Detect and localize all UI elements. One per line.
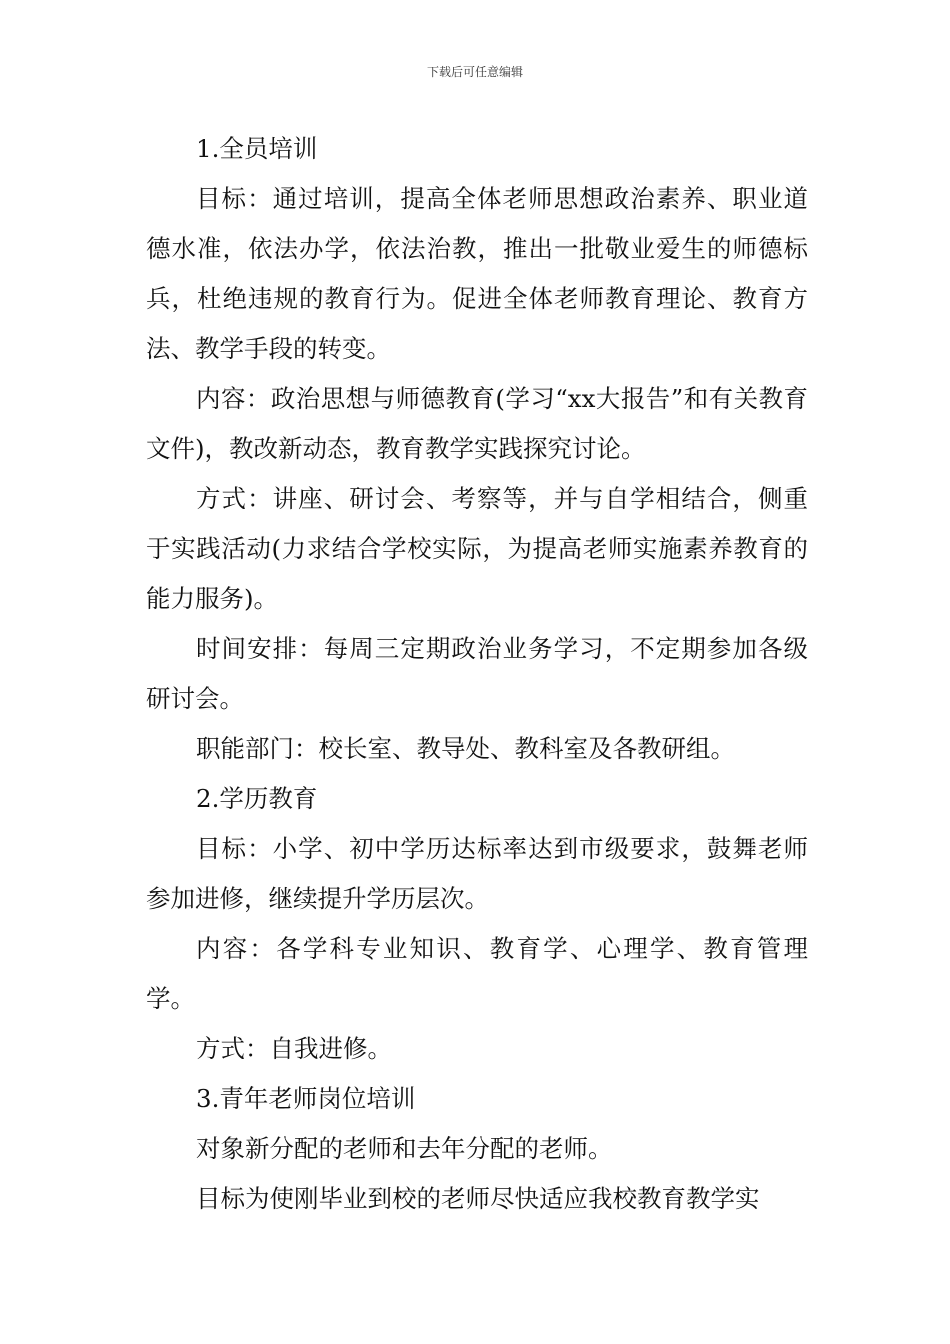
paragraph-schedule-1: 时间安排：每周三定期政治业务学习，不定期参加各级研讨会。 bbox=[146, 634, 808, 713]
paragraph-method-2: 方式：自我进修。 bbox=[196, 1034, 392, 1063]
paragraph-goal-3: 目标为使刚毕业到校的老师尽快适应我校教育教学实 bbox=[196, 1184, 760, 1213]
section-heading-2: 2.学历教育 bbox=[196, 784, 318, 813]
page-header: 下载后可任意编辑 bbox=[426, 65, 523, 79]
paragraph-content-1: 内容：政治思想与师德教育(学习“xx大报告”和有关教育文件)，教改新动态，教育教学实践探究讨论。 bbox=[146, 384, 808, 463]
paragraph-department-1: 职能部门：校长室、教导处、教科室及各教研组。 bbox=[196, 734, 735, 763]
paragraph-target-3: 对象新分配的老师和去年分配的老师。 bbox=[196, 1134, 613, 1163]
section-heading-3: 3.青年老师岗位培训 bbox=[196, 1084, 416, 1113]
document-body bbox=[146, 124, 808, 1224]
paragraph-goal-2: 目标：小学、初中学历达标率达到市级要求，鼓舞老师参加进修，继续提升学历层次。 bbox=[146, 834, 808, 913]
paragraph-method-1: 方式：讲座、研讨会、考察等，并与自学相结合，侧重于实践活动(力求结合学校实际，为提高老师实施素养教育的能力服务)。 bbox=[146, 484, 808, 613]
section-heading-1: 1.全员培训 bbox=[196, 134, 318, 163]
paragraph-goal-1: 目标：通过培训，提高全体老师思想政治素养、职业道德水准，依法办学，依法治教，推出一批敬业爱生的师德标兵，杜绝违规的教育行为。促进全体老师教育理论、教育方法、教学手段的转变。 bbox=[146, 184, 808, 363]
paragraph-content-2: 内容：各学科专业知识、教育学、心理学、教育管理学。 bbox=[146, 934, 808, 1013]
